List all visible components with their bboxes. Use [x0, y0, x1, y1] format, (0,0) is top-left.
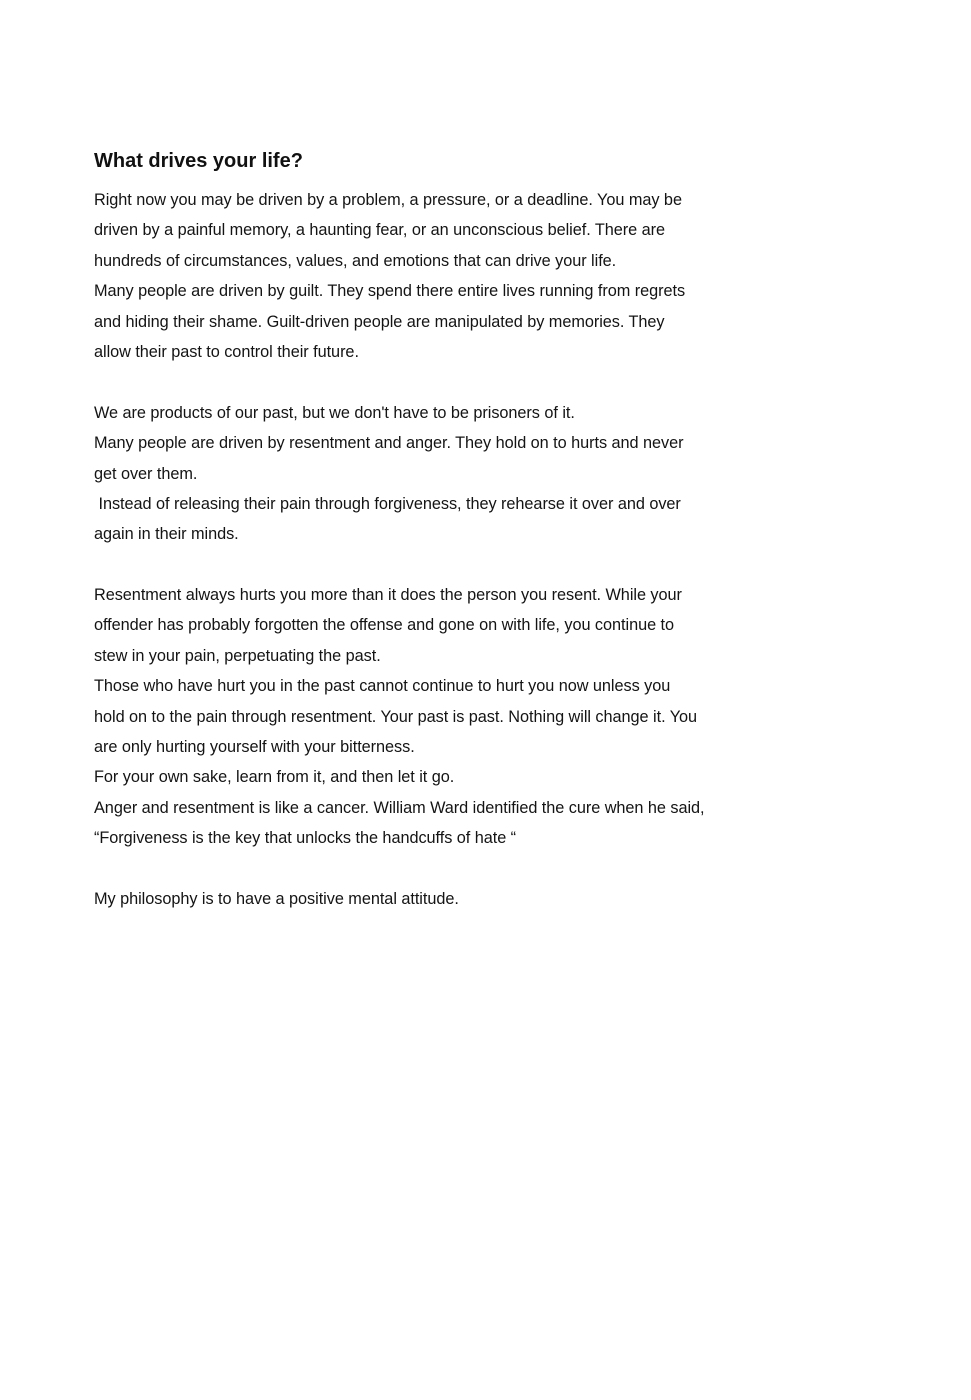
body-text — [94, 185, 854, 914]
paragraph-break — [94, 367, 854, 397]
text-line: driven by a painful memory, a haunting fear, or an unconscious belief. There are — [94, 221, 666, 240]
text-line: and hiding their shame. Guilt-driven people are manipulated by memories. They — [94, 312, 665, 331]
text-line: Right now you may be driven by a problem, a pressure, or a deadline. You may be — [94, 191, 682, 209]
text-line: Many people are driven by resentment and anger. They hold on to hurts and never — [94, 434, 684, 453]
text-line: again in their minds. — [94, 525, 239, 544]
text-line: hold on to the pain through resentment. Your past is past. Nothing will change it. You — [94, 707, 698, 726]
text-line: hundreds of circumstances, values, and emotions that can drive your life. — [94, 251, 617, 270]
text-line: are only hurting yourself with your bitterness. — [94, 738, 415, 757]
paragraph-break — [94, 854, 854, 884]
paragraph-break — [94, 550, 854, 580]
page-title: What drives your life? — [94, 150, 303, 172]
text-line: allow their past to control their future. — [94, 342, 359, 361]
text-line: stew in your pain, perpetuating the past. — [94, 646, 381, 665]
text-line: offender has probably forgotten the offense and gone on with life, you continue to — [94, 616, 675, 635]
text-line: Those who have hurt you in the past cannot continue to hurt you now unless you — [94, 677, 671, 696]
text-line: We are products of our past, but we don't have to be prisoners of it. — [94, 403, 575, 422]
text-line: Resentment always hurts you more than it does the person you resent. While your — [94, 586, 682, 605]
text-line: Anger and resentment is like a cancer. William Ward identified the cure when he said, — [94, 798, 705, 817]
text-line: My philosophy is to have a positive mental attitude. — [94, 889, 459, 908]
text-line: For your own sake, learn from it, and then let it go. — [94, 768, 455, 787]
text-line: “Forgiveness is the key that unlocks the handcuffs of hate “ — [94, 829, 517, 848]
text-line: get over them. — [94, 464, 198, 483]
text-line: Many people are driven by guilt. They spend there entire lives running from regrets — [94, 282, 686, 301]
text-line: Instead of releasing their pain through forgiveness, they rehearse it over and over — [94, 494, 681, 513]
